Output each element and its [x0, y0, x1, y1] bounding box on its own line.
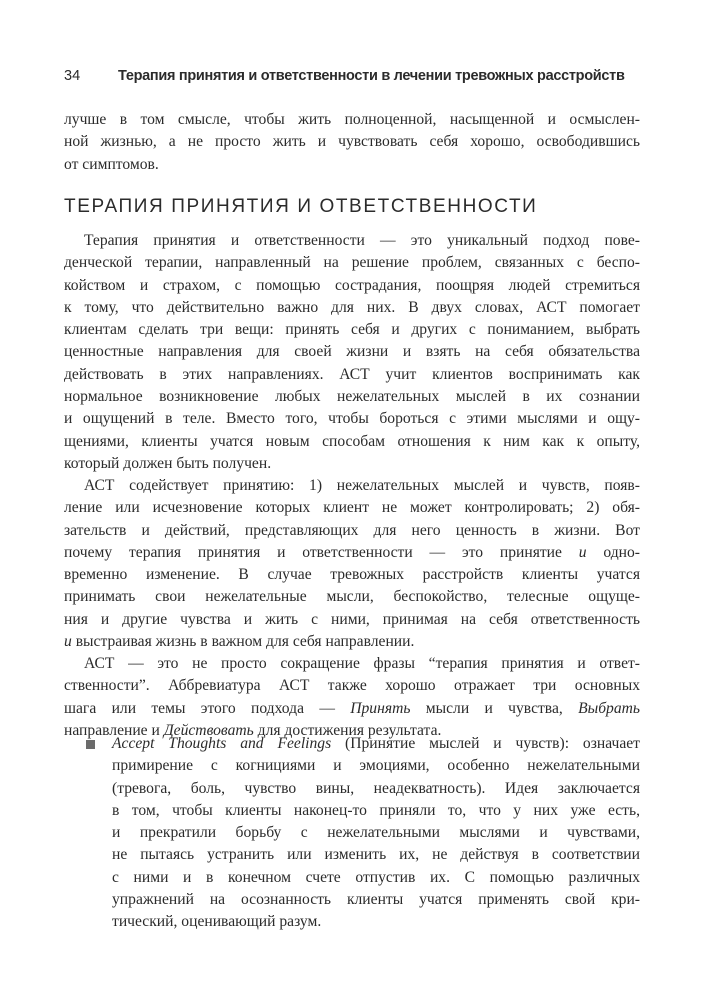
text-segment: почему терапия принятия и ответственности — это принятие: [64, 543, 579, 561]
text-segment: для достижения результата.: [253, 721, 442, 739]
text-line: [64, 631, 640, 653]
paragraph-act-acceptance: [64, 475, 640, 653]
text-segment: (Принятие мыслей и чувств): означает: [331, 735, 640, 752]
text-line: АСТ — это не просто сокращение фразы “терапия принятия и ответ-: [84, 655, 640, 672]
text-line: ния и другие чувства и жить с ними, принимая на себя ответственность: [64, 610, 640, 628]
text-line: тический, оценивающий разум.: [112, 913, 322, 931]
page-number: 34: [64, 68, 81, 84]
text-line: не пытаясь устранить или изменить их, не действуя в соответствии: [112, 846, 640, 864]
running-header: [64, 68, 653, 84]
text-line: ной жизнью, а не просто жить и чувствовать себя хорошо, освободившись: [64, 133, 640, 151]
intro-paragraph: [64, 109, 640, 176]
text-line: Терапия принятия и ответственности — это уникальный подход пове-: [84, 232, 640, 249]
text-line: клиентам сделать три вещи: принять себя и других с пониманием, выбрать: [64, 321, 640, 339]
paragraph-act-acronym: [64, 653, 640, 742]
text-line: от симптомов.: [64, 155, 159, 173]
text-line: [64, 698, 640, 720]
text-line: упражнений на осознанность клиенты учатся применять свой кри-: [112, 891, 640, 909]
text-line: лучше в том смысле, чтобы жить полноценной, насыщенной и осмыслен-: [64, 111, 640, 128]
text-segment: мысли и чувства,: [410, 699, 579, 717]
text-segment: выстраивая жизнь в важном для себя направлении.: [71, 633, 415, 651]
text-line: ственности”. Аббревиатура АСТ также хорошо отражает три основных: [64, 677, 640, 695]
text-line: (тревога, боль, чувство вины, неадекватность). Идея заключается: [112, 779, 640, 797]
bullet-text: [112, 733, 640, 934]
emphasis: и: [64, 633, 72, 651]
emphasis: Выбрать: [578, 699, 640, 717]
text-line: [64, 542, 640, 564]
text-line: АСТ содействует принятию: 1) нежелательных мыслей и чувств, появ-: [84, 477, 640, 494]
text-line: щениями, клиенты учатся новым способам отношения к ним как к опыту,: [64, 432, 640, 450]
text-line: нормальное возникновение любых нежелательных мыслей в их сознании: [64, 388, 640, 406]
text-line: который должен быть получен.: [64, 454, 272, 472]
paragraph-act-definition: [64, 230, 640, 475]
text-line: ление или исчезновение которых клиент не может контролировать; 2) обя-: [64, 499, 640, 517]
text-line: койством и страхом, с помощью сострадания, поощряя людей стремиться: [64, 276, 640, 294]
text-line: принимать свои нежелательные мысли, беспокойство, телесные ощуще-: [64, 588, 640, 606]
text-line: к тому, что действительно важно для них. В двух словах, АСТ помогает: [64, 298, 640, 316]
text-segment: одно-: [586, 543, 640, 561]
text-line: временно изменение. В случае тревожных расстройств клиенты учатся: [64, 566, 640, 584]
emphasis: Действовать: [163, 721, 254, 739]
text-segment: направление и: [64, 721, 164, 739]
bullet-list: [84, 733, 640, 934]
text-line: в том, чтобы клиенты наконец-то приняли то, что у них уже есть,: [112, 801, 640, 819]
emphasis: Accept Thoughts and Feelings: [112, 735, 332, 752]
text-line: с ними и в конечном счете отпустив их. С помощью различных: [112, 868, 640, 886]
text-line: [112, 733, 640, 755]
emphasis: Принять: [350, 699, 411, 717]
square-bullet-icon: [86, 740, 95, 749]
section-heading: ТЕРАПИЯ ПРИНЯТИЯ И ОТВЕТСТВЕННОСТИ: [64, 196, 538, 217]
text-line: и прекратили борьбу с нежелательными мыслями и чувствами,: [112, 824, 640, 842]
text-line: примирение с когнициями и эмоциями, особенно нежелательными: [112, 757, 640, 775]
text-line: ценностные направления для своей жизни и взять на себя обязательства: [64, 343, 640, 361]
list-item: [84, 733, 640, 934]
running-title: Терапия принятия и ответственности в лечении тревожных расстройств: [118, 68, 625, 84]
text-line: зательств и действий, представляющих для него ценность в жизни. Вот: [64, 521, 640, 539]
text-segment: шага или темы этого подхода —: [64, 699, 351, 717]
text-line: денческой терапии, направленный на решение проблем, связанных с беспо-: [64, 254, 640, 272]
text-line: и ощущений в теле. Вместо того, чтобы бороться с этими мыслями и ощу-: [64, 410, 640, 428]
text-line: действовать в этих направлениях. АСТ учит клиентов воспринимать как: [64, 365, 640, 383]
emphasis: и: [578, 543, 587, 561]
